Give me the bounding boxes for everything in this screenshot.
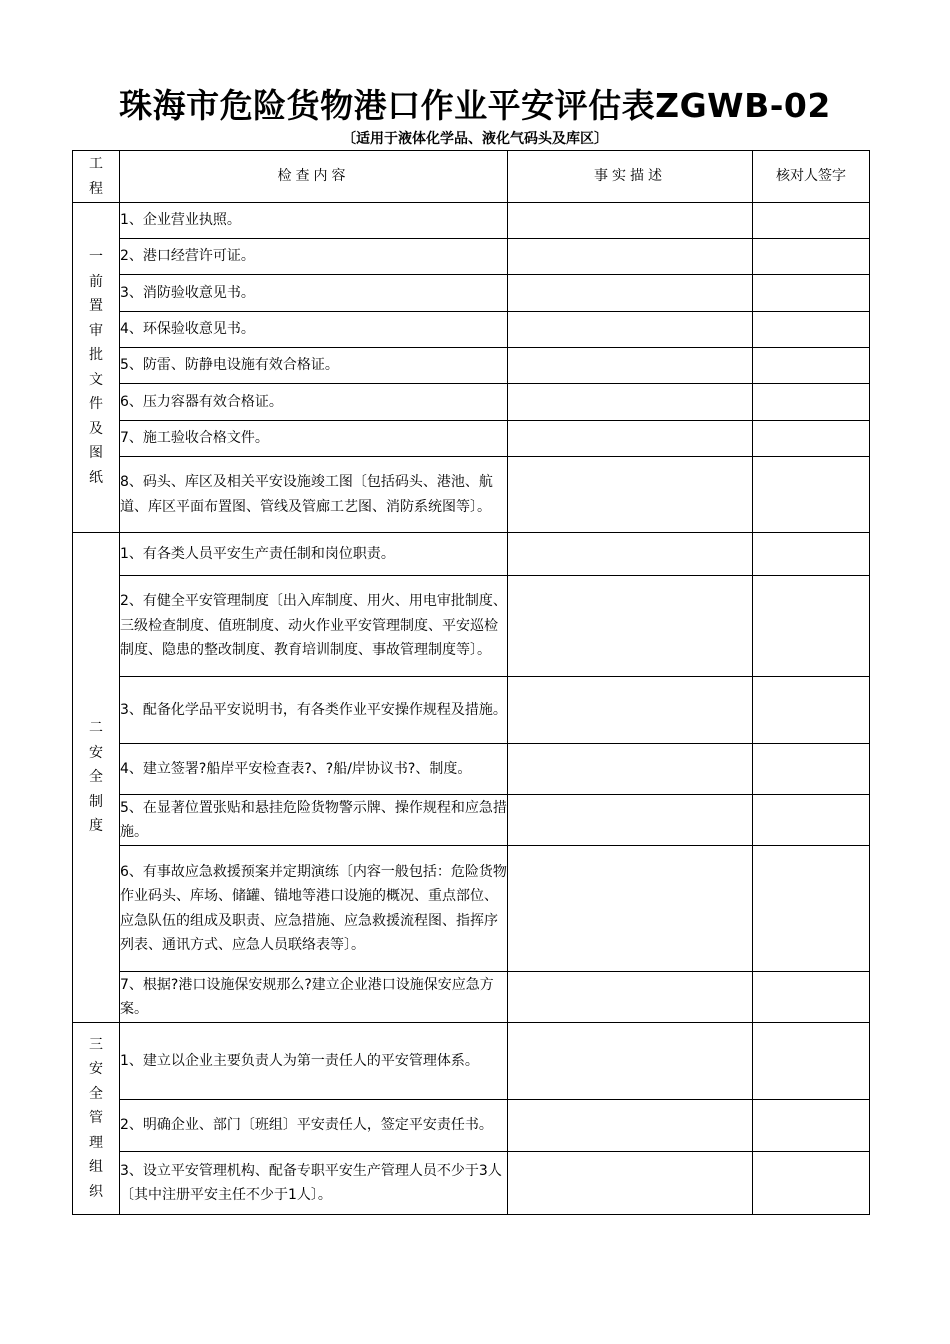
table-row: [73, 1023, 870, 1100]
section-label-char: 前: [89, 273, 103, 290]
table-row: [73, 576, 870, 677]
section-label-char: 一: [89, 249, 103, 265]
table-row: [73, 1152, 870, 1215]
fact-cell[interactable]: [508, 203, 753, 239]
section-label-char: 置: [89, 298, 103, 314]
check-item: 7、根据?港口设施保安规那么?建立企业港口设施保安应急方案。: [120, 972, 508, 1023]
signature-cell[interactable]: [753, 795, 870, 846]
signature-cell[interactable]: [753, 275, 870, 312]
header-project: [73, 151, 120, 203]
signature-cell[interactable]: [753, 348, 870, 384]
check-item: 4、环保验收意见书。: [120, 312, 508, 348]
assessment-table: [72, 150, 870, 1215]
signature-cell[interactable]: [753, 203, 870, 239]
header-facts: 事实描述: [508, 151, 753, 203]
check-item: 7、施工验收合格文件。: [120, 421, 508, 457]
table-row: [73, 744, 870, 795]
table-row: [73, 1100, 870, 1152]
signature-cell[interactable]: [753, 677, 870, 744]
signature-cell[interactable]: [753, 1152, 870, 1215]
section-label-char: 度: [89, 818, 103, 835]
fact-cell[interactable]: [508, 1100, 753, 1152]
fact-cell[interactable]: [508, 312, 753, 348]
table-row: [73, 275, 870, 312]
table-row: [73, 348, 870, 384]
signature-cell[interactable]: [753, 312, 870, 348]
check-item: 1、有各类人员平安生产责任制和岗位职责。: [120, 533, 508, 576]
section-label-char: 三: [89, 1036, 103, 1053]
table-row: [73, 795, 870, 846]
fact-cell[interactable]: [508, 348, 753, 384]
section-label-char: 审: [89, 322, 103, 339]
table-row: [73, 846, 870, 972]
table-row: [73, 972, 870, 1023]
header-content: 检查内容: [120, 151, 508, 203]
signature-cell[interactable]: [753, 744, 870, 795]
signature-cell[interactable]: [753, 384, 870, 421]
section-label-char: 件: [89, 396, 103, 412]
section-3-label: [73, 1023, 120, 1215]
fact-cell[interactable]: [508, 795, 753, 846]
fact-cell[interactable]: [508, 972, 753, 1023]
table-row: [73, 312, 870, 348]
header-signer: 核对人签字: [753, 151, 870, 203]
header-row: [73, 151, 870, 203]
check-item: 5、防雷、防静电设施有效合格证。: [120, 348, 508, 384]
check-item: 5、在显著位置张贴和悬挂危险货物警示牌、操作规程和应急措施。: [120, 795, 508, 846]
fact-cell[interactable]: [508, 576, 753, 677]
check-item: 1、企业营业执照。: [120, 203, 508, 239]
section-label-char: 及: [89, 420, 103, 437]
table-row: [73, 677, 870, 744]
check-item: 6、有事故应急救援预案并定期演练〔内容一般包括：危险货物作业码头、库场、储罐、锚地等港口设施的概况、重点部位、应急队伍的组成及职责、应急措施、应急救援流程图、指挥序列表、通讯方式、应急人员联络表等〕。: [120, 846, 508, 972]
section-label-char: 图: [89, 445, 103, 461]
signature-cell[interactable]: [753, 846, 870, 972]
check-item: 3、配备化学品平安说明书，有各类作业平安操作规程及措施。: [120, 677, 508, 744]
section-label-char: 安: [89, 1061, 103, 1078]
fact-cell[interactable]: [508, 846, 753, 972]
signature-cell[interactable]: [753, 239, 870, 275]
table-row: [73, 421, 870, 457]
section-label-char: 全: [89, 1085, 103, 1102]
fact-cell[interactable]: [508, 677, 753, 744]
page-title: 珠海市危险货物港口作业平安评估表ZGWB-02: [119, 86, 831, 125]
section-label-char: 二: [89, 720, 103, 737]
fact-cell[interactable]: [508, 1023, 753, 1100]
signature-cell[interactable]: [753, 533, 870, 576]
fact-cell[interactable]: [508, 384, 753, 421]
page-subtitle: 〔适用于液体化学品、液化气码头及库区〕: [342, 131, 608, 147]
signature-cell[interactable]: [753, 1100, 870, 1152]
check-item: 3、设立平安管理机构、配备专职平安生产管理人员不少于3人〔其中注册平安主任不少于1人〕。: [120, 1152, 508, 1215]
table-row: [73, 384, 870, 421]
section-label-char: 全: [89, 769, 103, 786]
table-row: [73, 203, 870, 239]
section-label-char: 制: [89, 793, 103, 810]
fact-cell[interactable]: [508, 744, 753, 795]
table-row: [73, 533, 870, 576]
table-row: [73, 239, 870, 275]
signature-cell[interactable]: [753, 421, 870, 457]
fact-cell[interactable]: [508, 275, 753, 312]
fact-cell[interactable]: [508, 1152, 753, 1215]
check-item: 2、明确企业、部门〔班组〕平安责任人，签定平安责任书。: [120, 1100, 508, 1152]
signature-cell[interactable]: [753, 1023, 870, 1100]
section-label-char: 组: [89, 1159, 103, 1176]
section-label-char: 纸: [89, 469, 103, 486]
fact-cell[interactable]: [508, 421, 753, 457]
section-2-label: [73, 533, 120, 1023]
section-label-char: 管: [89, 1110, 103, 1127]
check-item: 4、建立签署?船岸平安检查表?、?船/岸协议书?、制度。: [120, 744, 508, 795]
fact-cell[interactable]: [508, 533, 753, 576]
table-row: [73, 457, 870, 533]
section-label-char: 批: [89, 347, 103, 363]
section-label-char: 安: [89, 744, 103, 761]
header-project-char: 工: [89, 156, 103, 172]
section-label-char: 理: [89, 1134, 103, 1151]
section-label-char: 文: [89, 371, 103, 388]
section-1-label: [73, 203, 120, 533]
check-item: 2、港口经营许可证。: [120, 239, 508, 275]
check-item: 6、压力容器有效合格证。: [120, 384, 508, 421]
check-item: 3、消防验收意见书。: [120, 275, 508, 312]
signature-cell[interactable]: [753, 576, 870, 677]
signature-cell[interactable]: [753, 457, 870, 533]
signature-cell[interactable]: [753, 972, 870, 1023]
fact-cell[interactable]: [508, 239, 753, 275]
header-project-char: 程: [89, 180, 103, 197]
fact-cell[interactable]: [508, 457, 753, 533]
check-item: 2、有健全平安管理制度〔出入库制度、用火、用电审批制度、三级检查制度、值班制度、动火作业平安管理制度、平安巡检制度、隐患的整改制度、教育培训制度、事故管理制度等〕。: [120, 576, 508, 677]
section-label-char: 织: [89, 1183, 103, 1200]
check-item: 8、码头、库区及相关平安设施竣工图〔包括码头、港池、航道、库区平面布置图、管线及管廊工艺图、消防系统图等〕。: [120, 457, 508, 533]
check-item: 1、建立以企业主要负责人为第一责任人的平安管理体系。: [120, 1023, 508, 1100]
